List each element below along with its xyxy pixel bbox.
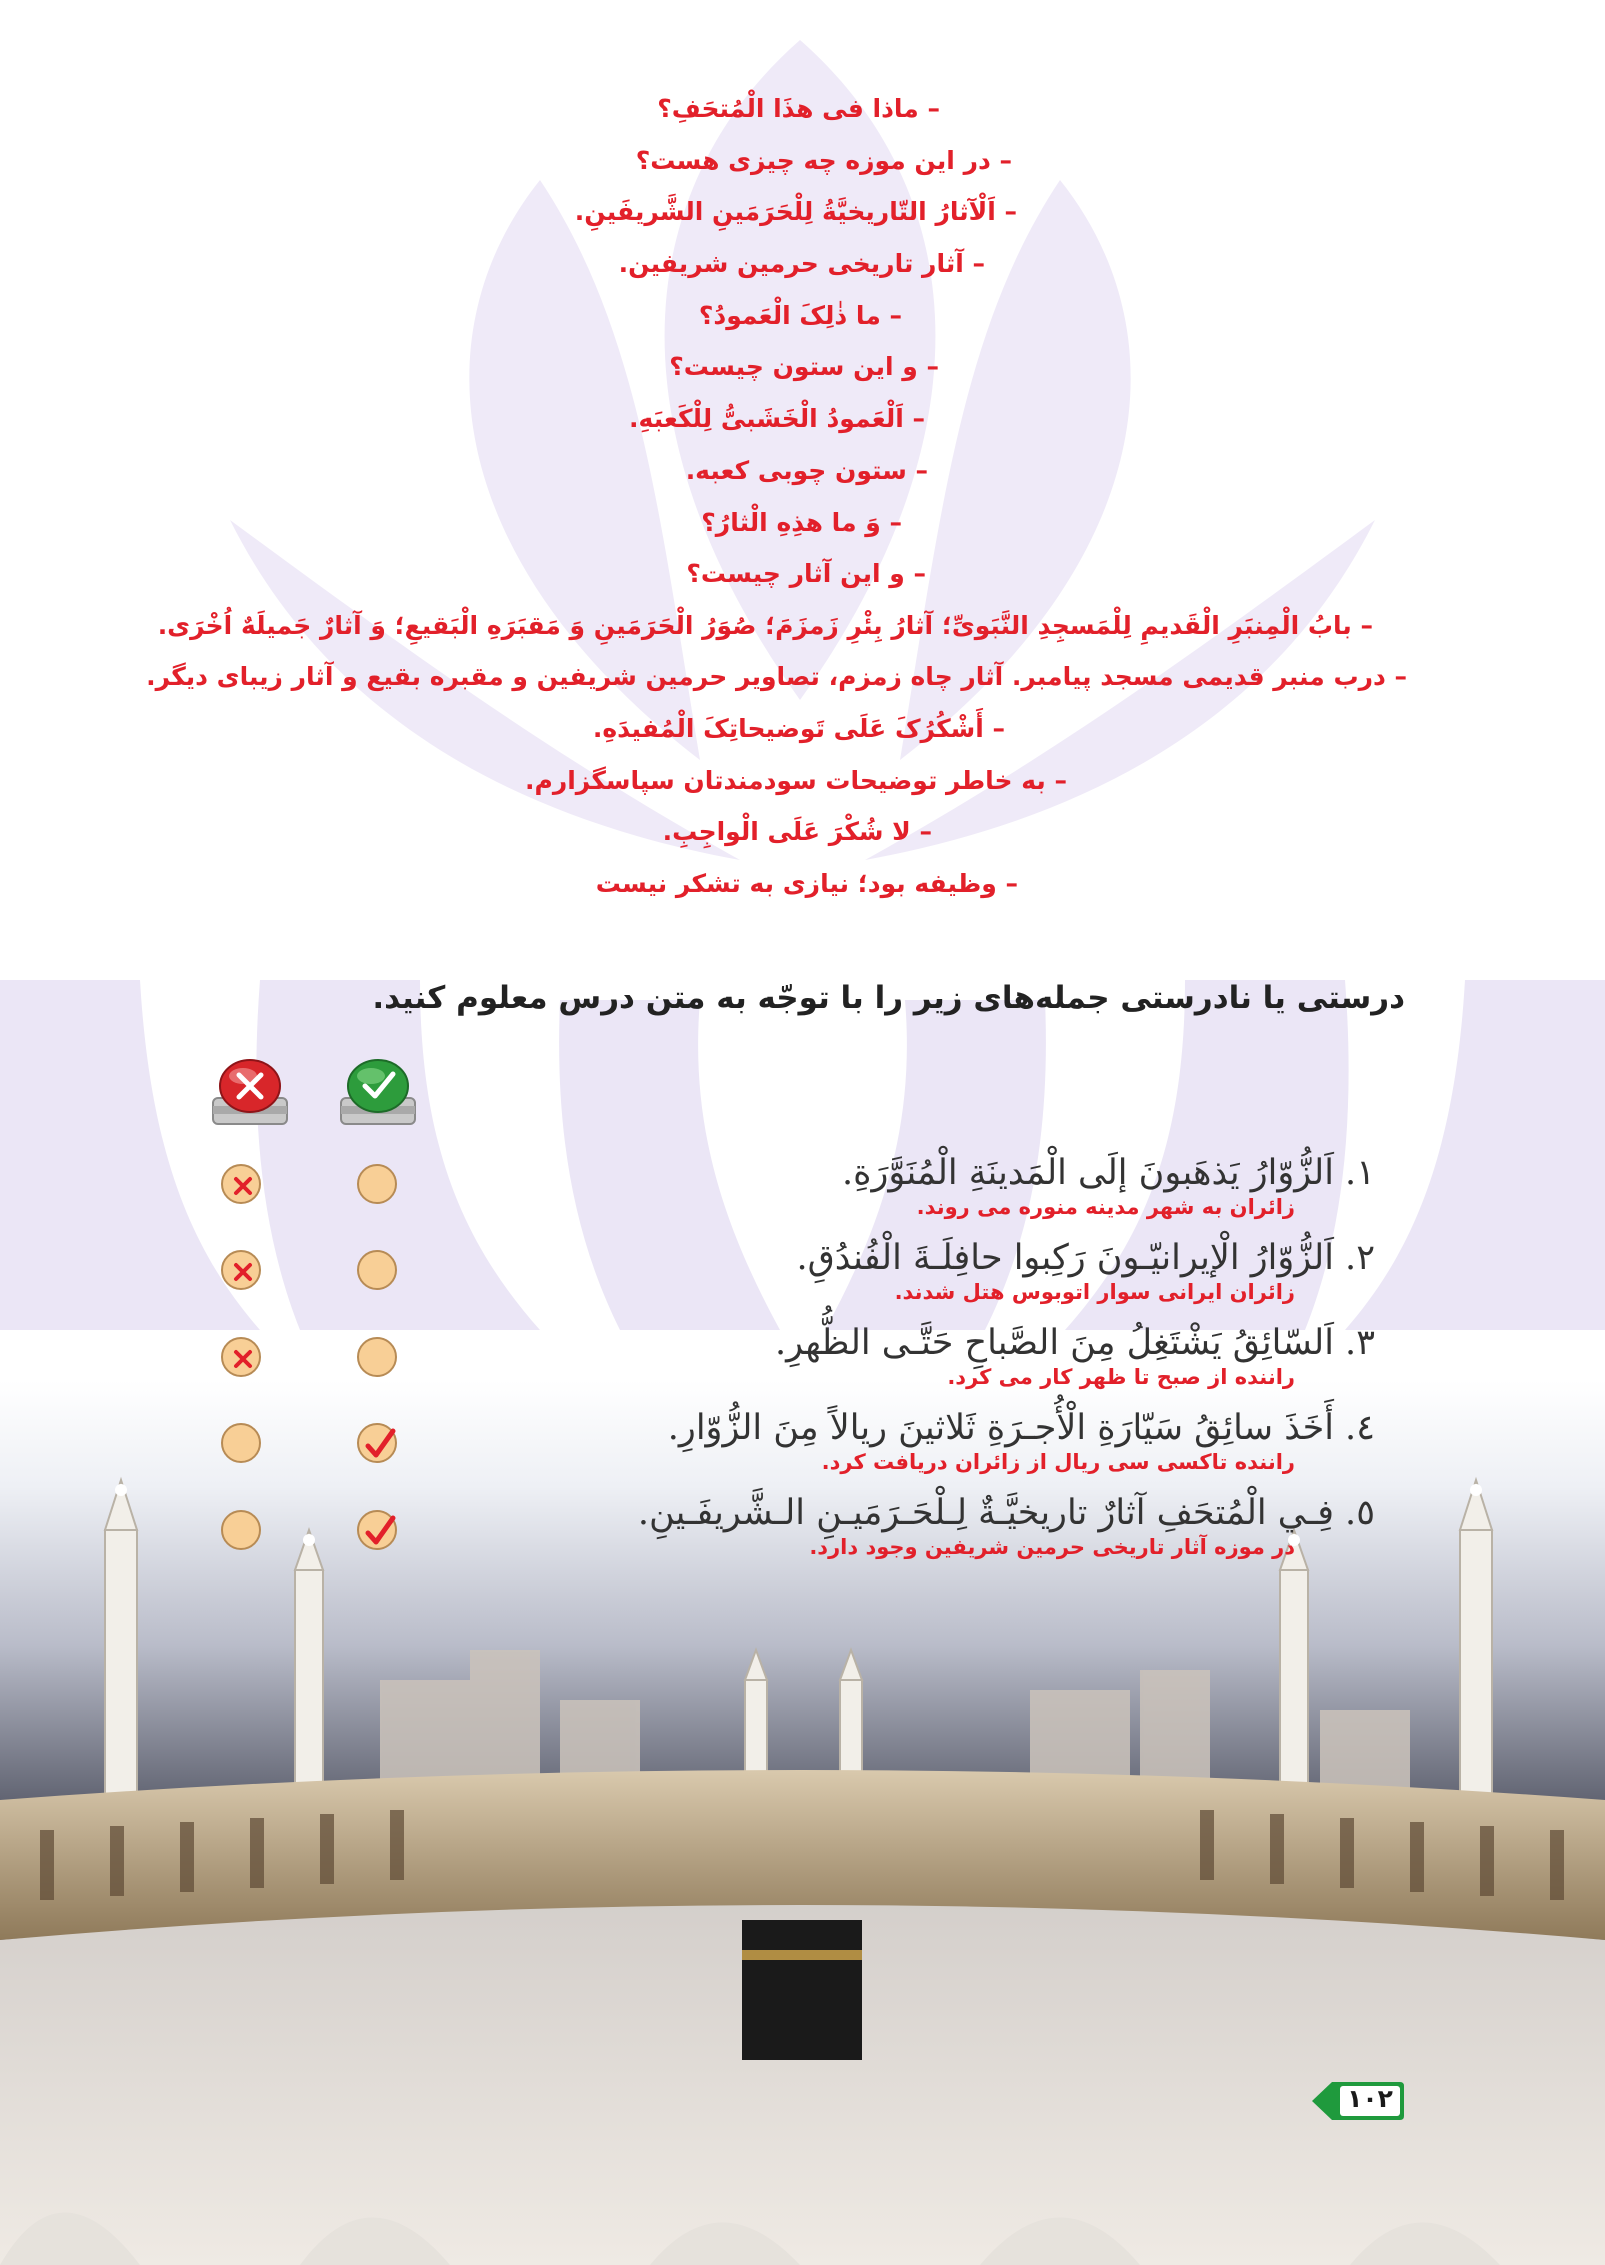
- red-check-mark-icon: [359, 1425, 399, 1465]
- true-answer-circle[interactable]: [357, 1250, 397, 1290]
- dialogue-line: – درب منبر قدیمی مسجد پیامبر. آثار چاه زمزم، تصاویر حرمین شریفین و مقبره بقیع و آثار زیبای دیگر.: [146, 662, 1407, 691]
- dialogue-line: – ماذا فی هذَا الْمُتحَفِ؟: [657, 94, 940, 123]
- red-x-button-icon: [207, 1048, 293, 1128]
- page-number-text: ١٠٢: [1347, 2084, 1393, 2113]
- statement-translation: در موزه آثار تاریخی حرمین شریفین وجود دارد.: [809, 1535, 1295, 1559]
- dialogue-line: – و این ستون چیست؟: [669, 352, 939, 381]
- statement-3: [775, 1320, 1375, 1390]
- dialogue-line: – و این آثار چیست؟: [686, 559, 926, 588]
- exercise-instruction: درستی یا نادرستی جمله‌های زیر را با توجّه به متن درس معلوم کنید.: [372, 980, 1405, 1016]
- red-check-mark-icon: [359, 1512, 399, 1552]
- statement-arabic: ٥. فِـي الْمُتحَفِ آثارٌ تاريخيَّـةٌ لِـلْحَـرَمَيـنِ الـشَّريفَـينِ.: [637, 1493, 1375, 1533]
- false-answer-circle[interactable]: [221, 1164, 261, 1204]
- dialogue-line: – اَلْعَمودُ الْخَشَبیُّ لِلْکَعبَهِ.: [629, 404, 925, 433]
- statement-4: [668, 1405, 1375, 1475]
- false-answer-circle[interactable]: [221, 1510, 261, 1550]
- statement-arabic: ٣. اَلسّائِقُ يَشْتَغِلُ مِنَ الصَّباحِ حَتَّـى الظُّهرِ.: [774, 1323, 1375, 1363]
- red-x-mark-icon: [223, 1339, 263, 1379]
- dialogue-line: – لا شُکْرَ عَلَی الْواجِبِ.: [662, 817, 932, 846]
- false-answer-circle[interactable]: [221, 1423, 261, 1463]
- statement-translation: زائران ایرانی سوار اتوبوس هتل شدند.: [894, 1280, 1295, 1304]
- false-answer-circle[interactable]: [221, 1250, 261, 1290]
- false-answer-circle[interactable]: [221, 1337, 261, 1377]
- true-answer-circle[interactable]: [357, 1164, 397, 1204]
- dialogue-line: – ما ذٰلِکَ الْعَمودُ؟: [698, 301, 902, 330]
- statement-translation: راننده تاکسی سی ریال از زائران دریافت کرد.: [821, 1450, 1295, 1474]
- statement-translation: راننده از صبح تا ظهر کار می کرد.: [947, 1365, 1295, 1389]
- dialogue-line: – أَشْکُرُکَ عَلَی تَوضیحاتِکَ الْمُفیدَهِ.: [592, 714, 1005, 743]
- true-answer-circle[interactable]: [357, 1337, 397, 1377]
- dialogue-line: – اَلْآثارُ التّاریخیَّةُ لِلْحَرَمَینِ الشَّریفَینِ.: [574, 197, 1017, 226]
- red-x-mark-icon: [223, 1252, 263, 1292]
- page-number: [1310, 2080, 1405, 2122]
- statement-arabic: ٢. اَلزُّوّارُ الْإيرانيّـونَ رَكِبوا حافِلَـةَ الْفُندُقِ.: [796, 1238, 1375, 1278]
- statement-arabic: ١. اَلزُّوّارُ يَذهَبونَ إلَى الْمَدينَةِ الْمُنَوَّرَةِ.: [842, 1153, 1375, 1193]
- statement-arabic: ٤. أَخَذَ سائِقُ سَيّارَةِ الْأُجـرَةِ ثَلاثينَ ريالاً مِنَ الزُّوّارِ.: [667, 1408, 1375, 1448]
- green-check-button-icon: [335, 1048, 421, 1128]
- dialogue-line: – بابُ الْمِنبَرِ الْقَدیمِ لِلْمَسجِدِ النَّبَویِّ؛ آثارُ بِئْرِ زَمزَمَ؛ صُوَرُ الْحَرَمَینِ وَ مَقبَرَهِ الْبَقیعِ؛ وَ آثارٌ جَمیلَهٌ اُخْرَی.: [157, 611, 1373, 640]
- true-answer-circle[interactable]: [357, 1510, 397, 1550]
- statement-1: [842, 1150, 1375, 1220]
- dialogue-line: – آثار تاریخی حرمین شریفین.: [618, 249, 985, 278]
- statement-5: [638, 1490, 1375, 1560]
- dialogue-line: – در این موزه چه چیزی هست؟: [635, 146, 1012, 175]
- dialogue-line: – ستون چوبی کعبه.: [685, 456, 928, 485]
- statement-2: [797, 1235, 1375, 1305]
- true-answer-circle[interactable]: [357, 1423, 397, 1463]
- dialogue-line: – وظیفه بود؛ نیازی به تشکر نیست: [595, 869, 1018, 898]
- statement-translation: زائران به شهر مدینه منوره می روند.: [916, 1195, 1295, 1219]
- dialogue-line: – به خاطر توضیحات سودمندتان سپاسگزارم.: [525, 766, 1067, 795]
- dialogue-line: – وَ ما هذِهِ الْثارُ؟: [701, 508, 902, 537]
- red-x-mark-icon: [223, 1166, 263, 1206]
